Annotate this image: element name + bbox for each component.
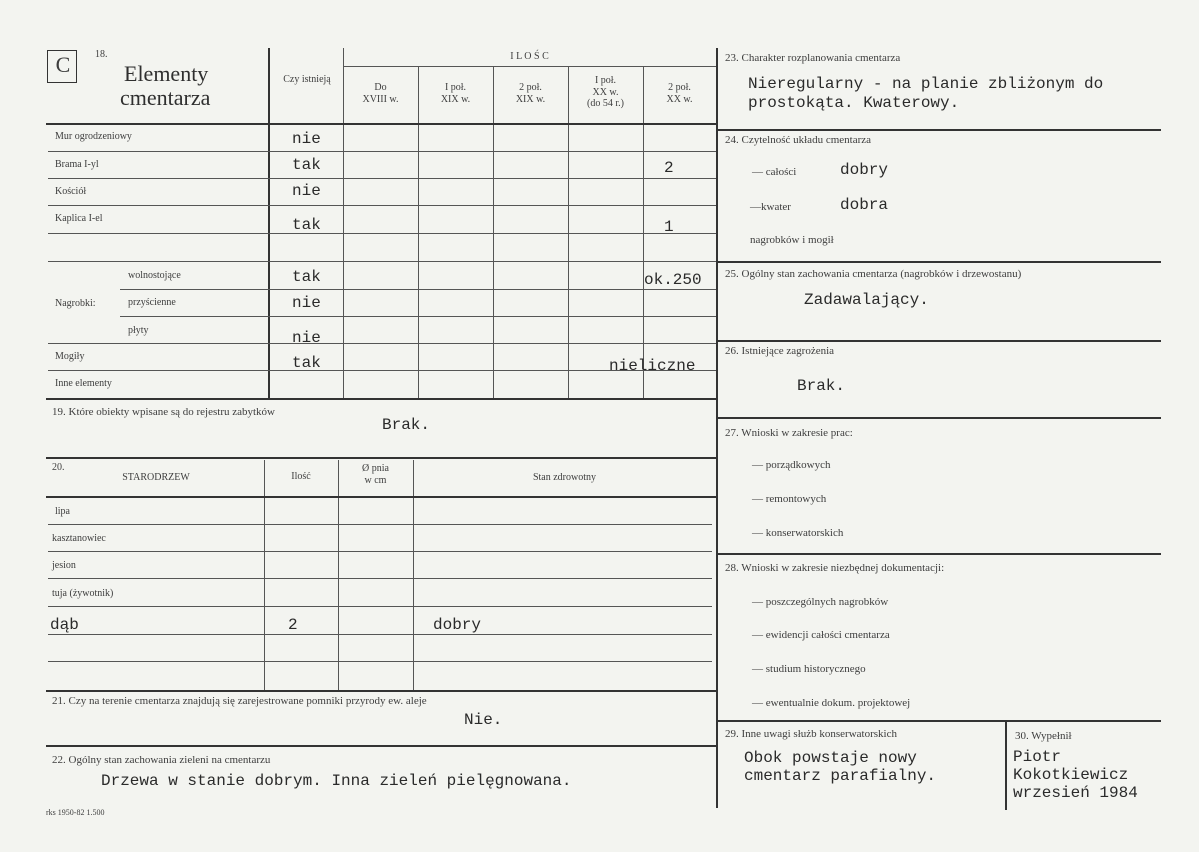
section-30-line1: Piotr (1013, 748, 1062, 766)
section-30-label: 30. Wypełnił (1015, 730, 1072, 742)
section-30-line3: wrzesień 1984 (1013, 784, 1138, 802)
tree-row-kasztanowiec: kasztanowiec (52, 533, 106, 544)
nagrobki-label-plyty: płyty (128, 325, 149, 336)
section-24-kwater-value: dobra (840, 196, 889, 214)
tree-row-lipa: lipa (55, 506, 70, 517)
col-diameter-header: Ø pnia w cm (362, 463, 389, 486)
tree-qty-dab: 2 (288, 616, 298, 634)
section-19-value: Brak. (382, 416, 431, 434)
ilosc-header: I L O Ś C (510, 51, 549, 62)
period-header-2: I poł. XIX w. (440, 82, 471, 105)
section-24-nagrobkow-label: nagrobków i mogił (750, 234, 834, 246)
section-29-line2: cmentarz parafialny. (744, 767, 937, 785)
tree-health-dab: dobry (433, 616, 482, 634)
section-28-item-projektowej: — ewentualnie dokum. projektowej (752, 697, 911, 709)
row-exists-mur: nie (292, 130, 321, 148)
row-value-brama: 2 (664, 159, 674, 177)
section-28-item-ewidencji: — ewidencji całości cmentarza (752, 629, 890, 641)
tree-row-dab: dąb (50, 616, 79, 634)
section-24-calosci-value: dobry (840, 161, 889, 179)
section-19-label: 19. Które obiekty wpisane są do rejestru zabytków (52, 406, 275, 418)
section-28-label: 28. Wnioski w zakresie niezbędnej dokumentacji: (725, 562, 945, 574)
section-27-item-konserwatorskich: — konserwatorskich (752, 527, 844, 539)
section-23-line2: prostokąta. Kwaterowy. (748, 94, 960, 112)
starodrzew-header: STARODRZEW (122, 472, 190, 483)
nagrobki-exists-wolnostojace: tak (292, 268, 321, 286)
section-29-line1: Obok powstaje nowy (744, 749, 917, 767)
section-27-item-porzadkowych: — porządkowych (752, 459, 831, 471)
section-letter: C (55, 52, 71, 77)
section-18-title-line2: cmentarza (120, 85, 211, 110)
print-code: rks 1950-82 1.500 (46, 808, 105, 817)
section-26-value: Brak. (797, 377, 846, 395)
nagrobki-label-wolnostojace: wolnostojące (128, 270, 181, 281)
section-25-label: 25. Ogólny stan zachowania cmentarza (nagrobków i drzewostanu) (725, 268, 1022, 280)
period-header-1: Do XVIII w. (362, 82, 399, 105)
tree-row-jesion: jesion (52, 560, 76, 571)
period-header-5: 2 poł. XX w. (666, 82, 693, 105)
section-23-label: 23. Charakter rozplanowania cmentarza (725, 52, 901, 64)
section-28-item-studium: — studium historycznego (752, 663, 866, 675)
section-27-label: 27. Wnioski w zakresie prac: (725, 427, 853, 439)
row-label-kaplica: Kaplica I-el (55, 213, 103, 224)
tree-row-tuja: tuja (żywotnik) (52, 588, 114, 599)
section-28-item-nagrobkow: — poszczególnych nagrobków (752, 596, 889, 608)
col-exists-header: Czy istnieją (283, 74, 331, 85)
section-18-title-line1: Elementy (124, 61, 209, 86)
row-value-kaplica: 1 (664, 218, 674, 236)
nagrobki-label: Nagrobki: (55, 298, 96, 309)
section-20-number: 20. (52, 462, 65, 473)
nagrobki-value-wolnostojace: ok.250 (644, 271, 702, 289)
row-label-mur: Mur ogrodzeniowy (55, 131, 132, 142)
section-21-value: Nie. (464, 711, 503, 729)
section-22-value: Drzewa w stanie dobrym. Inna zieleń pielęgnowana. (101, 772, 572, 790)
section-27-item-remontowych: — remontowych (752, 493, 827, 505)
row-label-mogily: Mogiły (55, 351, 85, 362)
section-24-calosci-label: — całości (752, 166, 797, 178)
row-label-kosciol: Kościół (55, 186, 87, 197)
section-24-kwater-label: —kwater (750, 201, 791, 213)
section-23-line1: Nieregularny - na planie zbliżonym do (748, 75, 1104, 93)
section-26-label: 26. Istniejące zagrożenia (725, 345, 835, 357)
section-25-value: Zadawalający. (804, 291, 929, 309)
period-header-3: 2 poł. XIX w. (515, 82, 546, 105)
section-22-label: 22. Ogólny stan zachowania zieleni na cmentarzu (52, 754, 271, 766)
nagrobki-label-przyscienne: przyścienne (128, 297, 176, 308)
col-health-header: Stan zdrowotny (532, 472, 597, 483)
row-label-inne: Inne elementy (55, 378, 112, 389)
row-label-brama: Brama I-yl (55, 159, 99, 170)
row-value-mogily: nieliczne (609, 357, 696, 375)
section-29-label: 29. Inne uwagi służb konserwatorskich (725, 728, 897, 740)
nagrobki-exists-przyscienne: nie (292, 294, 321, 312)
col-qty-header: Ilość (291, 471, 311, 482)
section-18-number: 18. (95, 49, 108, 60)
row-exists-kaplica: tak (292, 216, 321, 234)
section-21-label: 21. Czy na terenie cmentarza znajdują się zarejestrowane pomniki przyrody ew. aleje (52, 695, 427, 707)
section-24-label: 24. Czytelność układu cmentarza (725, 134, 872, 146)
row-exists-brama: tak (292, 156, 321, 174)
row-exists-kosciol: nie (292, 182, 321, 200)
section-30-line2: Kokotkiewicz (1013, 766, 1129, 784)
period-header-4: I poł. XX w. (do 54 r.) (587, 75, 624, 109)
row-exists-mogily: tak (292, 354, 321, 372)
nagrobki-exists-plyty: nie (292, 329, 321, 347)
